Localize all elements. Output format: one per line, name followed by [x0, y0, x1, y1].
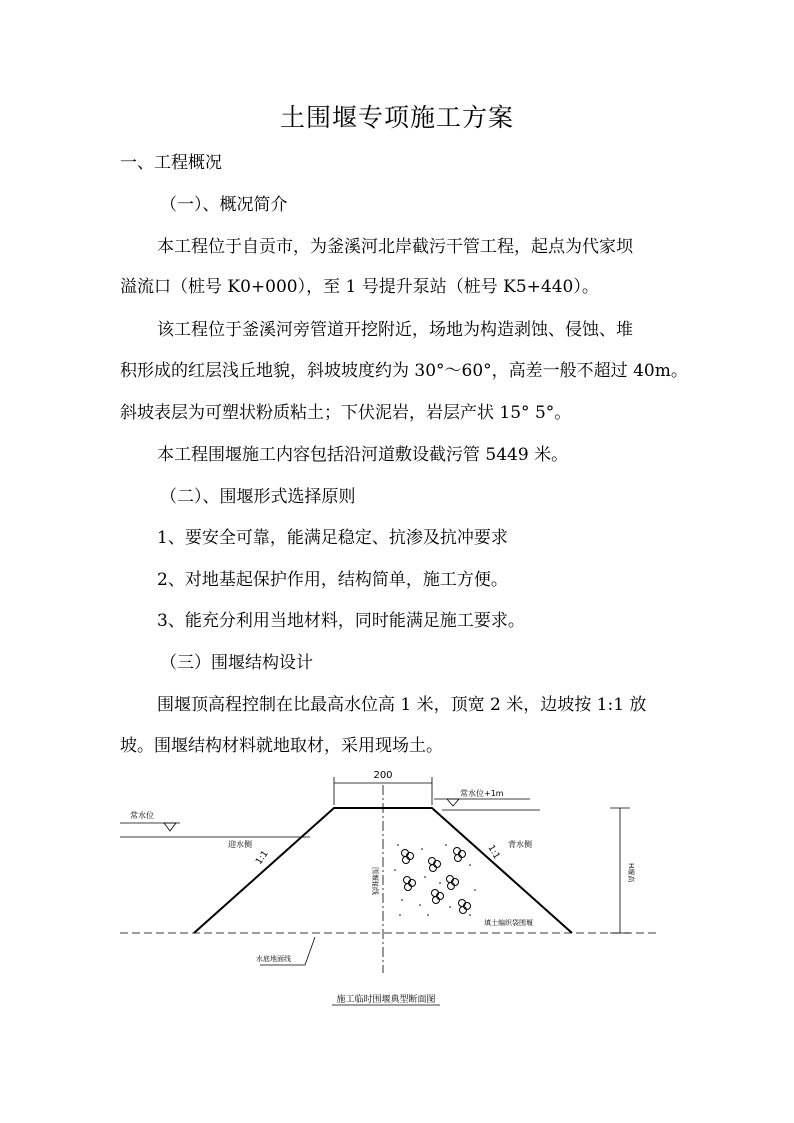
document-title: 土围堰专项施工方案: [279, 103, 514, 132]
principle-item-2: 2、对地基起保护作用，结构简单，施工方便。: [157, 570, 508, 590]
paragraph-2-line-3: 斜坡表层为可塑状粉质粘土；下伏泥岩，岩层产状 15° 5°。: [120, 403, 572, 423]
paragraph-2-line-2: 积形成的红层浅丘地貌，斜坡坡度约为 30°～60°，高差一般不超过 40m。: [120, 361, 688, 381]
label-water-level-right: 常水位+1m: [460, 789, 504, 798]
water-level-right-marker: [447, 799, 459, 806]
water-level-left-marker: [164, 823, 176, 831]
label-slope-right: 1:1: [485, 843, 502, 862]
section-heading-1: 一、工程概况: [120, 153, 222, 173]
label-ground-line: 水底地面线: [256, 955, 291, 963]
fill-bag-pattern: [402, 848, 471, 914]
label-water-level-left: 常水位: [130, 811, 154, 820]
label-dam-axis: 围堰轴线: [371, 867, 379, 895]
paragraph-4-line-1: 围堰顶高程控制在比最高水位高 1 米，顶宽 2 米，边坡按 1:1 放: [157, 695, 647, 715]
subsection-heading-structure: （三）围堰结构设计: [160, 653, 313, 673]
label-upstream-side: 迎水侧: [228, 840, 252, 849]
paragraph-2-line-1: 该工程位于釜溪河旁管道开挖附近，场地为构造剥蚀、侵蚀、堆: [157, 320, 633, 340]
principle-item-3: 3、能充分利用当地材料，同时能满足施工要求。: [157, 611, 525, 631]
label-fill-bags: 填土编织袋围堰: [484, 919, 533, 927]
label-height: H堰高: [627, 863, 635, 883]
subsection-heading-principles: （二）、围堰形式选择原则: [160, 487, 356, 507]
label-slope-left: 1:1: [254, 849, 271, 867]
principle-item-1: 1、要安全可靠，能满足稳定、抗渗及抗冲要求: [157, 528, 508, 548]
paragraph-1-line-2: 溢流口（桩号 K0+000），至 1 号提升泵站（桩号 K5+440）。: [120, 277, 599, 297]
label-downstream-side: 背水侧: [508, 840, 532, 849]
label-top-width: 200: [373, 770, 393, 781]
paragraph-4-line-2: 坡。围堰结构材料就地取材，采用现场土。: [120, 736, 443, 756]
subsection-heading-overview: （一）、概况简介: [160, 195, 288, 215]
paragraph-1-line-1: 本工程位于自贡市，为釜溪河北岸截污干管工程，起点为代家坝: [157, 237, 633, 257]
figure-caption: 施工临时围堰典型断面图: [336, 995, 436, 1005]
paragraph-3: 本工程围堰施工内容包括沿河道敷设截污管 5449 米。: [157, 445, 569, 465]
cofferdam-section-figure: [110, 765, 670, 1015]
